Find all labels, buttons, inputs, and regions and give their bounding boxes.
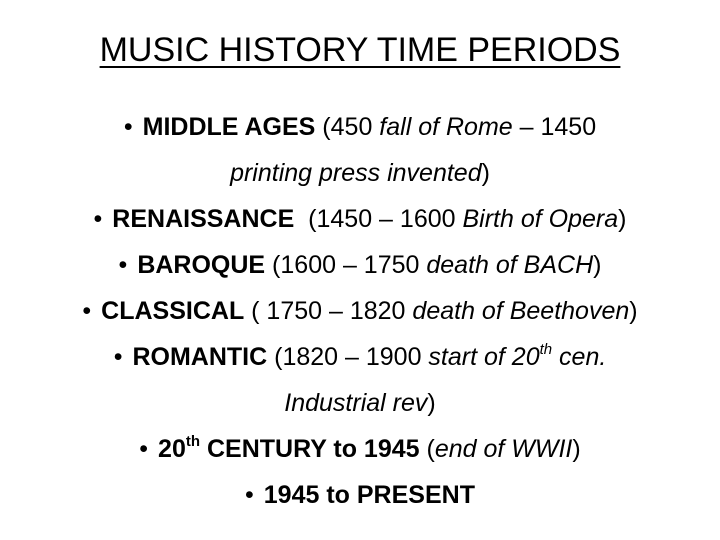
period-item-classical: [20, 288, 700, 334]
period-note: death of Beethoven: [412, 297, 630, 325]
period-text: (1450 – 1600: [294, 205, 463, 233]
period-item-romantic: [20, 334, 700, 426]
period-note: end of WWII: [434, 435, 573, 463]
period-line-2: [20, 150, 700, 196]
period-name: CENTURY to 1945: [200, 435, 420, 463]
period-item-renaissance: [20, 196, 700, 242]
period-note: death of BACH: [426, 251, 594, 279]
period-name: 20: [158, 435, 186, 463]
slide-title: MUSIC HISTORY TIME PERIODS: [99, 31, 621, 69]
period-name: 1945 to PRESENT: [263, 481, 475, 509]
period-text: ): [481, 159, 490, 187]
period-note: fall of Rome: [379, 113, 513, 141]
period-note: start of 20: [428, 343, 540, 371]
period-name: ROMANTIC: [132, 343, 268, 371]
bullet: •: [93, 205, 103, 233]
period-text: ): [427, 389, 436, 417]
superscript: th: [185, 433, 201, 450]
bullet: •: [139, 435, 149, 463]
period-text: ( 1750 – 1820: [244, 297, 413, 325]
period-text: (: [419, 435, 435, 463]
period-item-20th-century: [20, 426, 700, 472]
period-text: ): [618, 205, 627, 233]
period-text: (1600 – 1750: [265, 251, 427, 279]
bullet: •: [82, 297, 92, 325]
period-name: RENAISSANCE: [112, 205, 295, 233]
period-list: [20, 104, 700, 518]
period-text: ): [629, 297, 638, 325]
period-note: printing press invented: [230, 159, 482, 187]
superscript: th: [539, 341, 553, 358]
bullet: •: [113, 343, 123, 371]
period-note: Industrial rev: [284, 389, 428, 417]
period-text: (1820 – 1900: [267, 343, 429, 371]
bullet: •: [123, 113, 133, 141]
period-note: Birth of Opera: [462, 205, 619, 233]
period-text: ): [572, 435, 581, 463]
period-line-2: [20, 380, 700, 426]
period-item-present: [20, 472, 700, 518]
bullet: •: [118, 251, 128, 279]
period-item-baroque: [20, 242, 700, 288]
period-name: CLASSICAL: [101, 297, 245, 325]
period-text: (450: [315, 113, 380, 141]
period-note: cen.: [552, 343, 607, 371]
bullet: •: [245, 481, 254, 509]
period-name: BAROQUE: [137, 251, 266, 279]
period-text: ): [593, 251, 602, 279]
period-text: – 1450: [512, 113, 597, 141]
period-name: MIDDLE AGES: [142, 113, 316, 141]
period-item-middle-ages: [20, 104, 700, 196]
